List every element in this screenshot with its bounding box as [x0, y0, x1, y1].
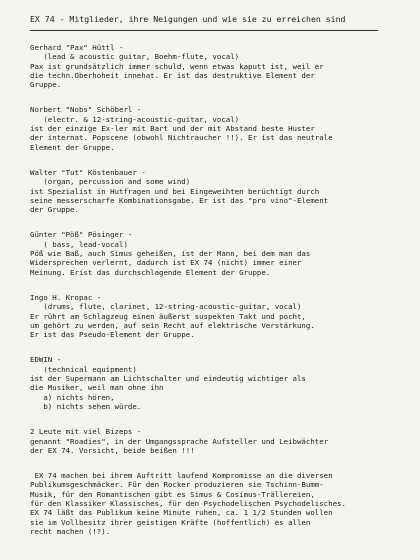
member-text-line: ist der Supermann am Lichtschalter und eindeutig wichtiger als [30, 374, 306, 384]
member-text-line: ( bass, lead-vocal) [30, 239, 128, 249]
page-title: EX 74 - Mitglieder, ihre Neigungen und wie sie zu erreichen sind [30, 14, 346, 24]
closing-text-line: für den Klassiker Klassisches, für den Psychodelischen Psychodelisches. [30, 498, 346, 508]
member-text-line: seine messerscharfe Kombinationsgabe. Er ist das "pro vino"-Element [30, 195, 329, 205]
member-text-line: Ingo H. Kropac - [30, 292, 102, 302]
member-entry [30, 230, 398, 276]
member-entry [30, 168, 398, 214]
member-text-line: b) nichts sehen würde. [30, 401, 142, 411]
roadies-text-line: der EX 74. Vorsicht, beide beißen !!! [30, 445, 195, 455]
closing-text-line: EX 74 machen bei ihrem Auftritt laufend Kompromisse an die diversen [30, 471, 333, 481]
member-text-line: Walter "Tut" Köstenbauer - [30, 167, 146, 177]
member-text-line: der internat. Popscene (obwohl Nichtraucher !!). Er ist das neutrale [30, 133, 333, 143]
member-text-line: Widersprechen verlernt, dadurch ist EX 74 (nicht) immer einer [30, 258, 302, 268]
member-entry [30, 293, 398, 339]
title-underline [30, 30, 378, 31]
member-text-line: Er ist das Pseudo-Element der Gruppe. [30, 330, 195, 340]
member-text-line: Pax ist grundsätzlich immer schuld, wenn etwas kaputt ist, weil er [30, 61, 324, 71]
member-text-line: (drums, flute, clarinet, 12-string-acoustic-guitar, vocal) [30, 302, 302, 312]
member-text-line: Er rührt am Schlagzeug einen äußerst suspekten Takt und pocht, [30, 311, 306, 321]
closing-text-line: Publikumsgeschmäcker. Für den Rocker produzieren sie Tschinn-Bumm- [30, 480, 324, 490]
member-text-line: (organ, percussion and some wind) [30, 177, 191, 187]
member-text-line: Meinung. Erist das durchschlagende Element der Gruppe. [30, 267, 271, 277]
closing-text-line: Musik, für den Romantischen gibt es Simus & Cosimus-Trällereien, [30, 489, 315, 499]
member-entry [30, 105, 398, 151]
member-text-line: a) nichts hören, [30, 392, 115, 402]
closing-paragraph [30, 471, 398, 536]
member-text-line: Günter "Pöß" Pösinger - [30, 230, 133, 240]
roadies-section [30, 427, 398, 455]
member-text-line: Pöß wie Baß, auch Simus geheißen, ist der Mann, bei dem man das [30, 249, 311, 259]
member-text-line: Gerhard "Pax" Hüttl - [30, 43, 124, 52]
document-page [30, 14, 398, 536]
member-text-line: um gehört zu werden, auf sein Recht auf elektrische Verstärkung. [30, 320, 315, 330]
member-list [30, 43, 398, 411]
member-text-line: der Gruppe. [30, 205, 79, 215]
closing-text-line: sie im Vollbesitz ihrer geistigen Kräfte (hoffentlich) es allen [30, 517, 311, 527]
member-text-line: (technical equipment) [30, 364, 137, 374]
member-text-line: ist der einzige Ex-ler mit Bart und der mit Abstand beste Huster [30, 124, 315, 134]
member-text-line: (lead & acoustic guitar, Boehm-flute, vocal) [30, 52, 240, 62]
member-text-line: die techn.Oberhoheit innehat. Er ist das destruktive Element der [30, 70, 315, 80]
member-text-line: Gruppe. [30, 80, 62, 90]
member-text-line: Element der Gruppe. [30, 142, 115, 152]
roadies-text-line: 2 Leute mit viel Bizeps - [30, 427, 142, 437]
member-entry [30, 355, 398, 411]
roadies-text-line: genannt "Roadies", in der Umgangssprache Aufsteller und Leibwächter [30, 436, 329, 446]
member-text-line: Norbert "Nobs" Schöberl - [30, 105, 142, 115]
member-text-line: ist Spezialist in Hutfragen und bei Eingeweihten berüchtigt durch [30, 186, 320, 196]
member-text-line: die Musiker, weil man ohne ihn [30, 383, 164, 393]
closing-text-line: recht machen (!?). [30, 526, 111, 536]
member-text-line: EDWIN - [30, 355, 62, 365]
closing-text-line: EX 74 läßt das Publikum keine Minute ruhen, ca. 1 1/2 Stunden wollen [30, 508, 333, 518]
member-entry [30, 43, 398, 89]
member-text-line: (electr. & 12-string-acoustic-guitar, vocal) [30, 114, 240, 124]
